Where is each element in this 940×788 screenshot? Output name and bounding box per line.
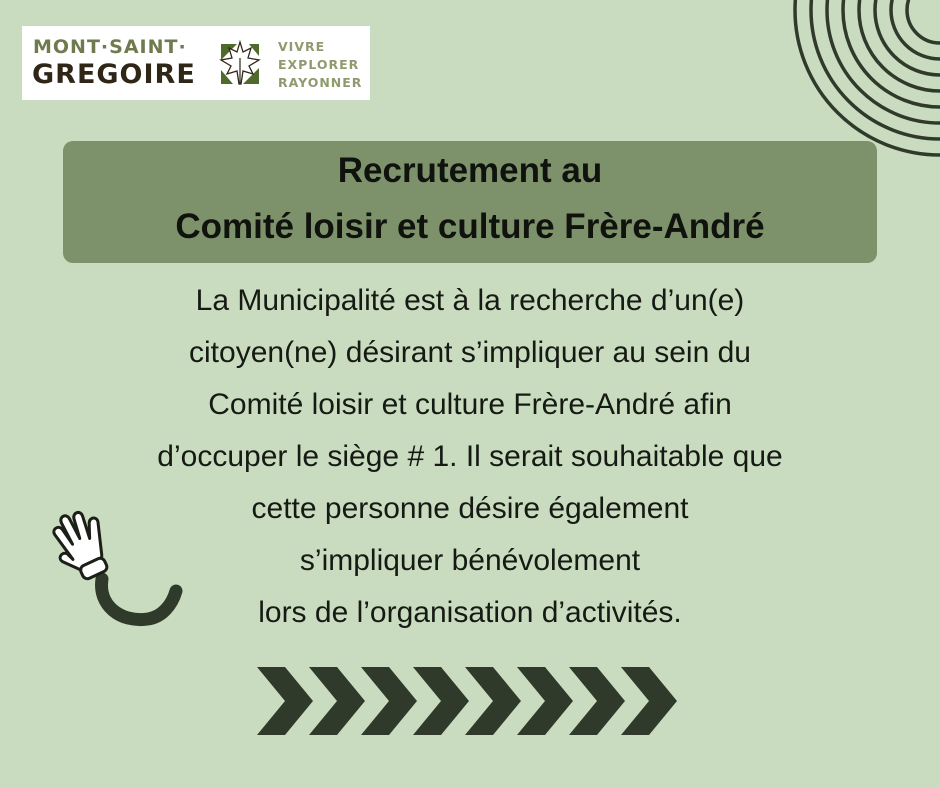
logo-text-line2: GREGOIRE <box>32 59 196 90</box>
chevron-right-icon <box>309 667 365 735</box>
logo-text-line1: MONT·SAINT· <box>33 36 187 58</box>
chevron-right-icon <box>257 667 313 735</box>
chevron-right-icon <box>465 667 521 735</box>
concentric-arcs-icon <box>790 0 940 160</box>
logo-taglines <box>278 38 362 92</box>
chevron-right-icon <box>569 667 625 735</box>
municipality-logo <box>22 26 370 100</box>
body-line: s’impliquer bénévolement <box>299 544 641 577</box>
logo-tagline: RAYONNER <box>278 75 363 90</box>
chevron-arrows <box>257 667 687 737</box>
body-line: lors de l’organisation d’activités. <box>258 596 682 629</box>
body-line: La Municipalité est à la recherche d’un(e) <box>195 284 745 317</box>
chevron-right-icon <box>413 667 469 735</box>
chevron-right-icon <box>517 667 573 735</box>
waving-hand-icon <box>40 505 190 635</box>
body-line: d’occuper le siège # 1. Il serait souhaitable que <box>157 440 783 473</box>
logo-tagline: VIVRE <box>278 39 326 54</box>
body-line: Comité loisir et culture Frère-André afin <box>208 388 732 421</box>
body-line: citoyen(ne) désirant s’impliquer au sein du <box>189 336 751 369</box>
chevron-right-icon <box>621 667 677 735</box>
logo-tagline: EXPLORER <box>278 57 360 72</box>
body-line: cette personne désire également <box>251 492 689 525</box>
maple-leaf-icon <box>215 38 265 90</box>
page-title-line2: Comité loisir et culture Frère-André <box>175 207 765 246</box>
chevron-right-icon <box>361 667 417 735</box>
title-banner <box>63 141 877 263</box>
page-title-line1: Recrutement au <box>337 151 603 190</box>
